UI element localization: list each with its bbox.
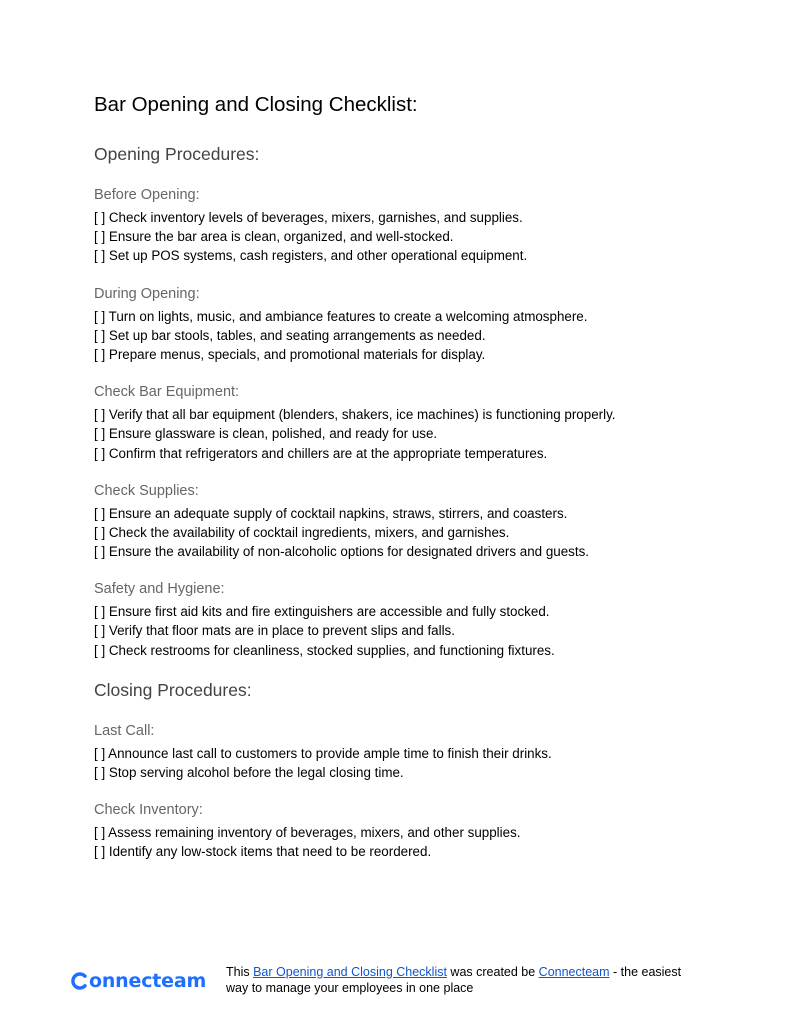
checklist <box>94 208 774 266</box>
footer-text-prefix: This <box>226 965 254 979</box>
checklist-item: [ ] Turn on lights, music, and ambiance features to create a welcoming atmosphere. <box>94 308 588 324</box>
checklist-item: [ ] Ensure glassware is clean, polished, and ready for use. <box>94 426 438 442</box>
checklist-item: [ ] Ensure the bar area is clean, organized, and well-stocked. <box>94 229 454 245</box>
footer-credit <box>226 964 696 996</box>
checklist-item: [ ] Verify that floor mats are in place to prevent slips and falls. <box>94 623 455 639</box>
logo-wordmark: onnecteam <box>89 970 207 992</box>
group-heading: During Opening: <box>94 285 200 302</box>
checklist-item: [ ] Prepare menus, specials, and promotional materials for display. <box>94 346 486 362</box>
group-heading: Check Inventory: <box>94 802 203 819</box>
opening-procedures-heading: Opening Procedures: <box>94 144 260 164</box>
checklist-item: [ ] Set up POS systems, cash registers, and other operational equipment. <box>94 248 528 264</box>
connecteam-logo <box>68 968 206 994</box>
group-heading: Before Opening: <box>94 187 200 203</box>
checklist <box>94 307 774 365</box>
checklist-item: [ ] Ensure first aid kits and fire extinguishers are accessible and fully stocked. <box>94 604 550 620</box>
checklist-item: [ ] Check restrooms for cleanliness, stocked supplies, and functioning fixtures. <box>94 642 555 658</box>
group-heading: Last Call: <box>94 722 155 739</box>
checklist <box>94 744 774 782</box>
checklist-item: [ ] Identify any low-stock items that need to be reordered. <box>94 844 432 860</box>
checklist-link[interactable]: Bar Opening and Closing Checklist <box>253 965 447 979</box>
checklist <box>94 405 774 463</box>
connecteam-c-logo-icon <box>68 972 88 990</box>
checklist-item: [ ] Stop serving alcohol before the legal closing time. <box>94 765 404 780</box>
checklist-item: [ ] Announce last call to customers to provide ample time to finish their drinks. <box>94 745 552 761</box>
checklist-sections <box>94 140 774 862</box>
footer <box>68 964 728 1004</box>
group-heading: Check Bar Equipment: <box>94 384 240 401</box>
checklist-item: [ ] Ensure the availability of non-alcoholic options for designated drivers and guests. <box>94 544 589 560</box>
checklist-item: [ ] Confirm that refrigerators and chillers are at the appropriate temperatures. <box>94 445 548 461</box>
footer-text-suffix: - the easiest way to manage your employees in one place <box>226 965 682 995</box>
checklist <box>94 823 774 861</box>
checklist-item: [ ] Verify that all bar equipment (blenders, shakers, ice machines) is functioning properly. <box>94 407 616 423</box>
checklist-item: [ ] Check inventory levels of beverages, mixers, garnishes, and supplies. <box>94 210 523 225</box>
page-title: Bar Opening and Closing Checklist: <box>94 93 418 116</box>
closing-procedures-heading: Closing Procedures: <box>94 679 252 700</box>
connecteam-link[interactable]: Connecteam <box>538 965 610 979</box>
footer-text-middle: was created be <box>446 965 539 979</box>
checklist-item: [ ] Check the availability of cocktail ingredients, mixers, and garnishes. <box>94 524 510 540</box>
group-heading: Check Supplies: <box>94 482 199 499</box>
group-heading: Safety and Hygiene: <box>94 581 225 598</box>
checklist <box>94 504 774 562</box>
checklist-item: [ ] Assess remaining inventory of beverages, mixers, and other supplies. <box>94 825 521 841</box>
checklist-item: [ ] Ensure an adequate supply of cocktail napkins, straws, stirrers, and coasters. <box>94 505 568 521</box>
checklist-item: [ ] Set up bar stools, tables, and seating arrangements as needed. <box>94 327 486 343</box>
checklist <box>94 602 774 660</box>
